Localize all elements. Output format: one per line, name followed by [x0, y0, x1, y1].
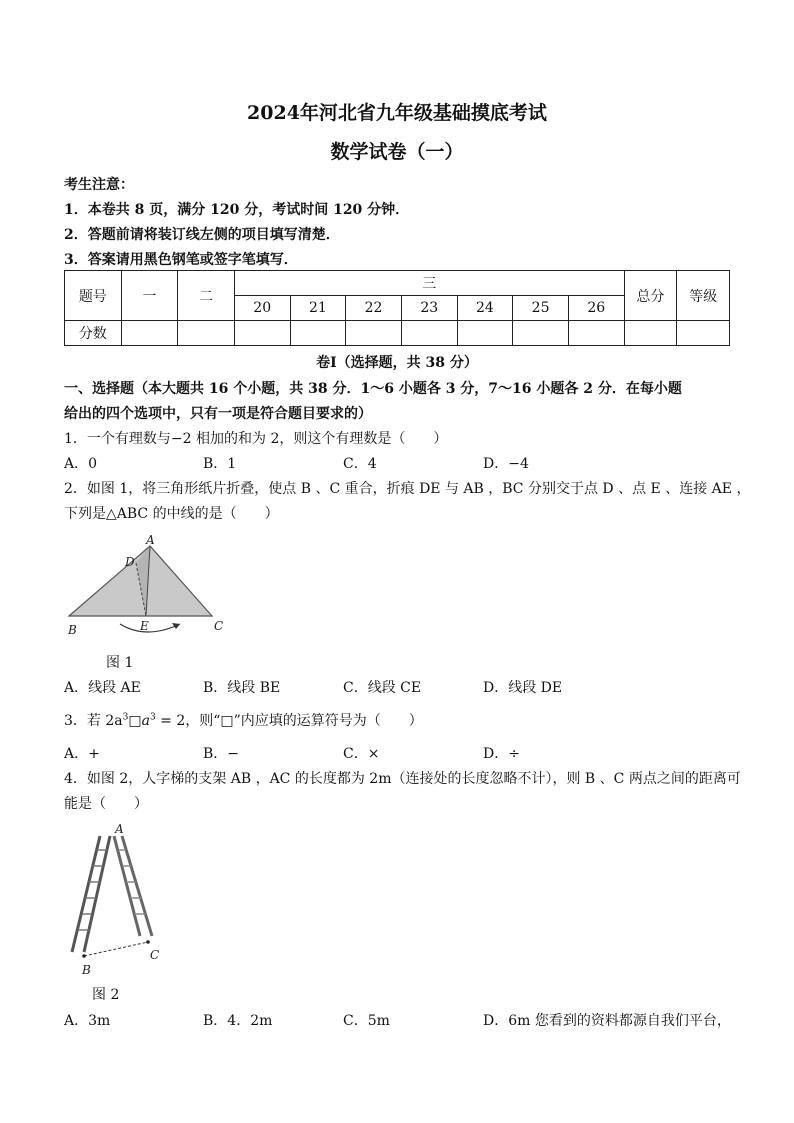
header-q23: 23 [401, 296, 457, 321]
q2-stem-line1: 2．如图 1，将三角形纸片折叠，使点 B 、C 重合，折痕 DE 与 AB ，BC 分别交于点 D 、点 E 、连接 AE ， [64, 481, 751, 497]
header-grade: 等级 [677, 271, 730, 321]
figure-2-caption: 图 2 [92, 987, 120, 1003]
q2-option-a[interactable]: A．线段 AE [64, 680, 141, 696]
q3-box: □ [128, 713, 142, 729]
q3-stem [64, 710, 423, 730]
header-q22: 22 [346, 296, 402, 321]
notice-item-2: 2．答题前请将装订线左侧的项目填写清楚． [64, 227, 340, 243]
q3-option-d[interactable]: D．÷ [483, 746, 520, 762]
header-q20: 20 [234, 296, 290, 321]
q2-option-b[interactable]: B．线段 BE [203, 680, 281, 696]
label-d: D [125, 555, 135, 569]
q2-stem-line2: 下列是△ABC 的中线的是（ ） [64, 506, 279, 522]
q3-option-b[interactable]: B．− [203, 746, 240, 762]
q3-option-c[interactable]: C．× [343, 746, 380, 762]
q3-stem-prefix: 3．若 2a [64, 713, 123, 729]
notice-heading: 考生注意： [64, 177, 134, 193]
q4-option-c[interactable]: C．5m [343, 1013, 390, 1029]
score-cell[interactable] [121, 321, 178, 346]
q3-exp-1: 3 [122, 712, 129, 723]
q1-option-d[interactable]: D．−4 [483, 456, 529, 472]
label-b: B [82, 963, 91, 977]
fold-arrow [120, 624, 180, 632]
figure-2-ladder [62, 818, 172, 980]
label-e: E [140, 619, 149, 633]
q1-option-b[interactable]: B．1 [203, 456, 237, 472]
label-c: C [150, 948, 160, 962]
q1-option-c[interactable]: C．4 [343, 456, 377, 472]
score-cell[interactable] [513, 321, 569, 346]
header-section-2: 二 [178, 271, 235, 321]
q4-option-a[interactable]: A．3m [64, 1013, 111, 1029]
score-cell[interactable] [234, 321, 290, 346]
section-instruction-line1: 一、选择题（本大题共 16 个小题，共 38 分．1～6 小题各 3 分，7～16 小题各 2 分．在每小题 [64, 381, 682, 397]
score-cell[interactable] [401, 321, 457, 346]
q4-stem-line1: 4．如图 2，人字梯的支架 AB ，AC 的长度都为 2m（连接处的长度忽略不计），则 B 、C 两点之间的距离可 [64, 771, 741, 787]
score-cell[interactable] [457, 321, 513, 346]
q3-exp-2: 3 [149, 712, 156, 723]
q2-option-d[interactable]: D．线段 DE [483, 680, 563, 696]
score-cell[interactable] [677, 321, 730, 346]
q2-option-c[interactable]: C．线段 CE [343, 680, 422, 696]
label-a: A [115, 822, 124, 836]
header-section-1: 一 [121, 271, 178, 321]
label-c: C [214, 619, 224, 633]
figure-1-caption: 图 1 [106, 655, 134, 671]
q4-option-b[interactable]: B．4．2m [203, 1013, 273, 1029]
q4-option-d[interactable]: D．6m 您看到的资料都源自我们平台， [483, 1013, 731, 1029]
q3-option-a[interactable]: A．+ [64, 746, 100, 762]
figure-1-triangle [62, 530, 242, 645]
header-q24: 24 [457, 296, 513, 321]
header-total: 总分 [624, 271, 677, 321]
section-instruction-line2: 给出的四个选项中，只有一项是符合题目要求的） [64, 406, 372, 422]
q1-stem: 1．一个有理数与−2 相加的和为 2，则这个有理数是（ ） [64, 431, 448, 447]
row-label-score: 分数 [65, 321, 122, 346]
arrow-head [172, 623, 180, 629]
label-a: A [146, 533, 155, 547]
exam-subtitle: 数学试卷（一） [330, 141, 464, 163]
score-cell[interactable] [290, 321, 346, 346]
header-q26: 26 [568, 296, 624, 321]
label-b: B [68, 623, 77, 637]
exam-title: 2024年河北省九年级基础摸底考试 [247, 102, 547, 124]
header-q21: 21 [290, 296, 346, 321]
q3-stem-suffix: = 2，则“□”内应填的运算符号为（ ） [155, 713, 423, 729]
volume-title: 卷Ⅰ（选择题，共 38 分） [316, 355, 478, 371]
header-q25: 25 [513, 296, 569, 321]
score-table [64, 270, 730, 346]
q4-stem-line2: 能是（ ） [64, 796, 148, 812]
header-section-3: 三 [234, 271, 624, 296]
score-cell[interactable] [624, 321, 677, 346]
score-cell[interactable] [178, 321, 235, 346]
segment-bc [84, 942, 148, 956]
q3-var-a: a [141, 713, 150, 729]
score-cell[interactable] [568, 321, 624, 346]
notice-item-1: 1．本卷共 8 页，满分 120 分，考试时间 120 分钟． [64, 202, 410, 218]
notice-item-3: 3．答案请用黑色钢笔或签字笔填写． [64, 252, 298, 268]
q1-option-a[interactable]: A．0 [64, 456, 98, 472]
score-cell[interactable] [346, 321, 402, 346]
header-tihao: 题号 [65, 271, 122, 321]
